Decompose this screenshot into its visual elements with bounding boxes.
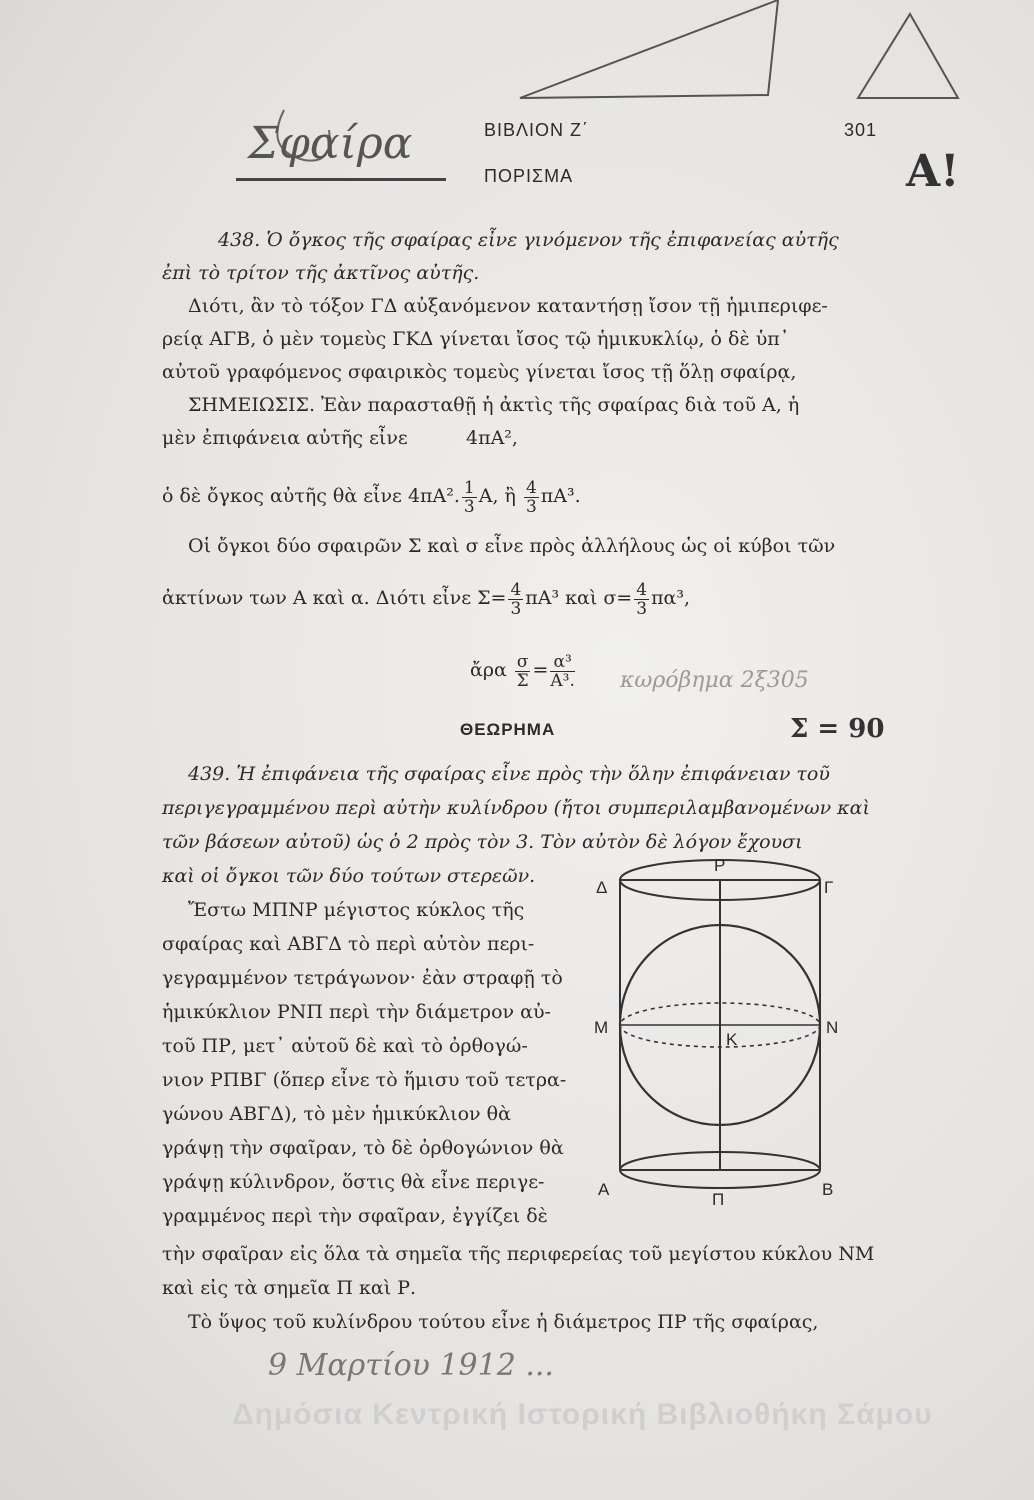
- ratio-text: ἀκτίνων των Α καὶ α. Διότι εἶνε Σ=: [162, 587, 507, 609]
- handwritten-title: Σφαίρα: [248, 118, 413, 169]
- volume-text: ὁ δὲ ὄγκος αὐτῆς θὰ εἶνε: [162, 485, 402, 507]
- proof-full-3: Τὸ ὕψος τοῦ κυλίνδρου τούτου εἶνε ἡ διάμετρος ΠΡ τῆς σφαίρας,: [188, 1311, 819, 1333]
- formula-surface: 4πΑ²,: [466, 427, 518, 449]
- volume-line: [162, 478, 581, 516]
- theorem-heading: ΘΕΩΡΗΜΑ: [460, 720, 556, 739]
- fraction-1-3: $\frac{1}{3}$: [463, 477, 475, 517]
- proof-full-2: καὶ εἰς τὰ σημεῖα Π καὶ Ρ.: [162, 1277, 417, 1299]
- handwritten-underline: [236, 178, 446, 181]
- label-K: Κ: [726, 1030, 738, 1049]
- proof-full-1: τὴν σφαῖραν εἰς ὅλα τὰ σημεῖα τῆς περιφερείας τοῦ μεγίστου κύκλου ΝΜ: [162, 1243, 875, 1265]
- theorem-line-2: περιγεγραμμένου περὶ αὐτὴν κυλίνδρου (ἤτοι συμπεριλαμβανομένων καὶ: [162, 797, 870, 819]
- label-Gamma: Γ: [824, 878, 834, 897]
- label-A: Α: [598, 1180, 610, 1199]
- running-header: ΒΙΒΛΙΟΝ Ζ΄: [484, 120, 590, 140]
- proof-col-3: γεγραμμένον τετράγωνον· ἐὰν στραφῇ τὸ: [162, 967, 563, 989]
- page-number: 301: [844, 120, 878, 140]
- proof-col-7: γώνου ΑΒΓΔ), τὸ μὲν ἡμικύκλιον θὰ: [162, 1103, 511, 1125]
- equals-sign: =: [532, 659, 549, 681]
- ratio-conclusion: [470, 652, 577, 690]
- volume-end: πΑ³.: [540, 485, 581, 507]
- faded-handwriting: κωρόβημα 2ξ305: [620, 668, 809, 693]
- proof-line-2: ρείᾳ ΑΓΒ, ὁ μὲν τομεὺς ΓΚΔ γίνεται ἴσος τῷ ἡμικυκλίῳ, ὁ δὲ ὑπ᾽: [162, 328, 790, 350]
- section-label: ΠΟΡΙΣΜΑ: [484, 166, 574, 186]
- label-R: Ρ: [714, 856, 726, 875]
- handwritten-mark: Α!: [906, 146, 960, 197]
- corollary-line-2: ἐπὶ τὸ τρίτον τῆς ἀκτῖνος αὐτῆς.: [162, 262, 480, 284]
- proof-line-3: αὐτοῦ γραφόμενος σφαιρικὸς τομεὺς γίνεται ἴσος τῇ ὅλῃ σφαίρᾳ,: [162, 361, 797, 383]
- ara-word: ἄρα: [470, 659, 513, 681]
- label-M: Μ: [594, 1018, 609, 1037]
- theorem-line-4: καὶ οἱ ὄγκοι τῶν δύο τούτων στερεῶν.: [162, 865, 536, 887]
- label-Delta: Δ: [596, 878, 608, 897]
- proof-col-8: γράψῃ τὴν σφαῖραν, τὸ δὲ ὀρθογώνιον θὰ: [162, 1137, 564, 1159]
- ratio-small: πα³,: [651, 587, 691, 609]
- fraction-sigma: $\frac{\sigma}{\Sigma}$: [516, 651, 529, 691]
- fraction-big-sigma: $\frac{4}{3}$: [510, 579, 522, 619]
- note-line-2: μὲν ἐπιφάνεια αὐτῆς εἶνε: [162, 427, 408, 449]
- proof-col-10: γραμμένος περὶ τὴν σφαῖραν, ἐγγίζει δὲ: [162, 1205, 548, 1227]
- corollary-line-1: 438. Ὁ ὄγκος τῆς σφαίρας εἶνε γινόμενον τῆς ἐπιφανείας αὐτῆς: [218, 229, 839, 251]
- proof-line-1: Διότι, ἂν τὸ τόξον ΓΔ αὐξανόμενον καταντήσῃ ἴσον τῇ ἡμιπεριφε-: [188, 295, 828, 317]
- theorem-line-3: τῶν βάσεων αὐτοῦ) ὡς ὁ 2 πρὸς τὸν 3. Τὸν αὐτὸν δὲ λόγον ἔχουσι: [162, 831, 803, 853]
- label-Pi: Π: [712, 1190, 725, 1209]
- fraction-4-3: $\frac{4}{3}$: [525, 477, 537, 517]
- volume-lhs: 4πΑ².: [407, 485, 460, 507]
- proof-col-9: γράψῃ κύλινδρον, ὅστις θὰ εἶνε περιγε-: [162, 1171, 545, 1193]
- label-B: Β: [822, 1180, 834, 1199]
- ratio-line-2: [162, 580, 690, 618]
- volume-mid: Α, ἢ: [478, 485, 522, 507]
- theorem-line-1: 439. Ἡ ἐπιφάνεια τῆς σφαίρας εἶνε πρὸς τὴν ὅλην ἐπιφάνειαν τοῦ: [188, 763, 830, 785]
- proof-col-6: νιον ΡΠΒΓ (ὅπερ εἶνε τὸ ἥμισυ τοῦ τετρα-: [162, 1069, 567, 1091]
- proof-col-4: ἡμικύκλιον ΡΝΠ περὶ τὴν διάμετρον αὐ-: [162, 1001, 551, 1023]
- library-watermark: Δημόσια Κεντρική Ιστορική Βιβλιοθήκη Σάμου: [232, 1398, 933, 1431]
- proof-col-2: σφαίρας καὶ ΑΒΓΔ τὸ περὶ αὐτὸν περι-: [162, 933, 535, 955]
- cylinder-sphere-figure: [590, 840, 830, 1220]
- proof-col-1: Ἔστω ΜΠΝΡ μέγιστος κύκλος τῆς: [188, 899, 525, 921]
- proof-col-5: τοῦ ΠΡ, μετ᾽ αὐτοῦ δὲ καὶ τὸ ὀρθογώ-: [162, 1035, 528, 1057]
- note-line-1: ΣΗΜΕΙΩΣΙΣ. Ἐὰν παρασταθῇ ἡ ἀκτὶς τῆς σφαίρας διὰ τοῦ Α, ἡ: [188, 394, 800, 416]
- handwritten-sigma: Σ = 90: [790, 714, 885, 744]
- ratio-big: πΑ³ καὶ σ=: [525, 587, 633, 609]
- fraction-small-sigma: $\frac{4}{3}$: [636, 579, 648, 619]
- fraction-cubes: $\frac{\text{α³}}{\text{Α³.}}$: [550, 651, 575, 691]
- handwritten-date: 9 Μαρτίου 1912 ...: [268, 1348, 554, 1383]
- ratio-line-1: Οἱ ὄγκοι δύο σφαιρῶν Σ καὶ σ εἶνε πρὸς ἀλλήλους ὡς οἱ κύβοι τῶν: [188, 535, 836, 557]
- label-N: Ν: [826, 1018, 839, 1037]
